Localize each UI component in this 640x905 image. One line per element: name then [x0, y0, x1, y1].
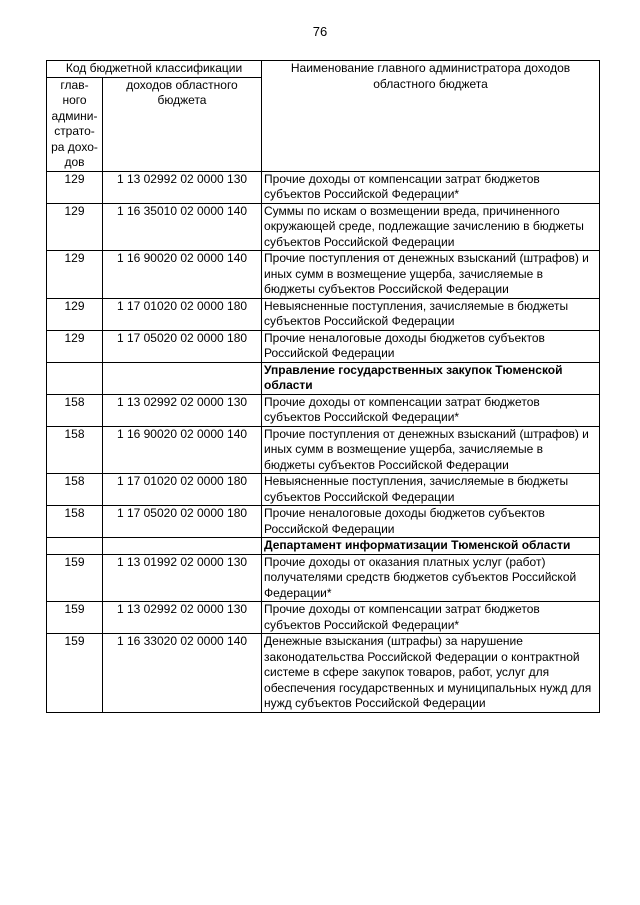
income-code-cell: 1 17 05020 02 0000 180 — [103, 506, 262, 538]
income-code-cell — [103, 362, 262, 394]
table-row — [47, 298, 600, 330]
admin-code-cell: 159 — [47, 634, 103, 713]
income-code-cell: 1 16 35010 02 0000 140 — [103, 203, 262, 251]
section-row — [47, 362, 600, 394]
header-admin-line: админи- — [51, 108, 98, 123]
income-code-cell: 1 13 02992 02 0000 130 — [103, 602, 262, 634]
income-code-cell: 1 16 90020 02 0000 140 — [103, 426, 262, 474]
header-admin-line: ного — [62, 93, 87, 107]
table-row — [47, 330, 600, 362]
name-cell: Прочие неналоговые доходы бюджетов субъектов Российской Федерации — [262, 330, 600, 362]
name-cell: Прочие доходы от компенсации затрат бюджетов субъектов Российской Федерации* — [262, 394, 600, 426]
header-admin-line: страто- — [54, 124, 95, 138]
name-cell: Прочие неналоговые доходы бюджетов субъектов Российской Федерации — [262, 506, 600, 538]
admin-code-cell: 158 — [47, 474, 103, 506]
name-cell: Суммы по искам о возмещении вреда, причиненного окружающей среде, подлежащие зачислению в бюджеты субъектов Российской Федерации — [262, 203, 600, 251]
admin-code-cell: 129 — [47, 171, 103, 203]
table-row — [47, 554, 600, 602]
table-row — [47, 203, 600, 251]
header-administrator-name: Наименование главного администратора доходов областного бюджета — [262, 61, 600, 172]
income-code-cell: 1 17 01020 02 0000 180 — [103, 298, 262, 330]
admin-code-cell: 158 — [47, 506, 103, 538]
table-row — [47, 426, 600, 474]
income-code-cell: 1 13 02992 02 0000 130 — [103, 171, 262, 203]
admin-code-cell: 159 — [47, 554, 103, 602]
name-cell: Прочие поступления от денежных взысканий (штрафов) и иных сумм в возмещение ущерба, зачисляемые в бюджеты субъектов Российской Федерации — [262, 426, 600, 474]
header-admin-line: дов — [64, 155, 85, 169]
income-code-cell: 1 17 01020 02 0000 180 — [103, 474, 262, 506]
table-row — [47, 394, 600, 426]
income-code-cell: 1 13 01992 02 0000 130 — [103, 554, 262, 602]
name-cell: Невыясненные поступления, зачисляемые в бюджеты субъектов Российской Федерации — [262, 474, 600, 506]
table-row — [47, 474, 600, 506]
admin-code-cell: 158 — [47, 426, 103, 474]
name-cell: Департамент информатизации Тюменской области — [262, 538, 600, 555]
budget-classification-table — [46, 60, 600, 713]
table-row — [47, 602, 600, 634]
admin-code-cell: 129 — [47, 203, 103, 251]
table-row — [47, 634, 600, 713]
header-regional-budget-income: доходов областного бюджета — [103, 77, 262, 171]
table-row — [47, 506, 600, 538]
income-code-cell: 1 13 02992 02 0000 130 — [103, 394, 262, 426]
income-code-cell: 1 16 90020 02 0000 140 — [103, 251, 262, 299]
name-cell: Денежные взыскания (штрафы) за нарушение законодательства Российской Федерации о контрактной системе в сфере закупок товаров, работ, услуг для обеспечения государственных и муниципальных нужд для нужд субъектов Российской Федерации — [262, 634, 600, 713]
admin-code-cell: 129 — [47, 251, 103, 299]
name-cell: Невыясненные поступления, зачисляемые в бюджеты субъектов Российской Федерации — [262, 298, 600, 330]
table-row — [47, 251, 600, 299]
name-cell: Прочие доходы от оказания платных услуг (работ) получателями средств бюджетов субъектов Российской Федерации* — [262, 554, 600, 602]
name-cell: Прочие доходы от компенсации затрат бюджетов субъектов Российской Федерации* — [262, 171, 600, 203]
admin-code-cell: 129 — [47, 298, 103, 330]
admin-code-cell — [47, 362, 103, 394]
table-body — [47, 171, 600, 712]
admin-code-cell: 158 — [47, 394, 103, 426]
header-main-administrator — [47, 77, 103, 171]
admin-code-cell — [47, 538, 103, 555]
page-number: 76 — [312, 24, 328, 39]
header-admin-line: глав- — [60, 77, 89, 92]
name-cell: Прочие доходы от компенсации затрат бюджетов субъектов Российской Федерации* — [262, 602, 600, 634]
table-row — [47, 171, 600, 203]
admin-code-cell: 129 — [47, 330, 103, 362]
header-budget-classification: Код бюджетной классификации — [47, 61, 262, 78]
name-cell: Прочие поступления от денежных взысканий (штрафов) и иных сумм в возмещение ущерба, зачисляемые в бюджеты субъектов Российской Федерации — [262, 251, 600, 299]
income-code-cell — [103, 538, 262, 555]
income-code-cell: 1 16 33020 02 0000 140 — [103, 634, 262, 713]
header-admin-line: ра дохо- — [51, 139, 98, 154]
admin-code-cell: 159 — [47, 602, 103, 634]
income-code-cell: 1 17 05020 02 0000 180 — [103, 330, 262, 362]
section-row — [47, 538, 600, 555]
name-cell: Управление государственных закупок Тюменской области — [262, 362, 600, 394]
